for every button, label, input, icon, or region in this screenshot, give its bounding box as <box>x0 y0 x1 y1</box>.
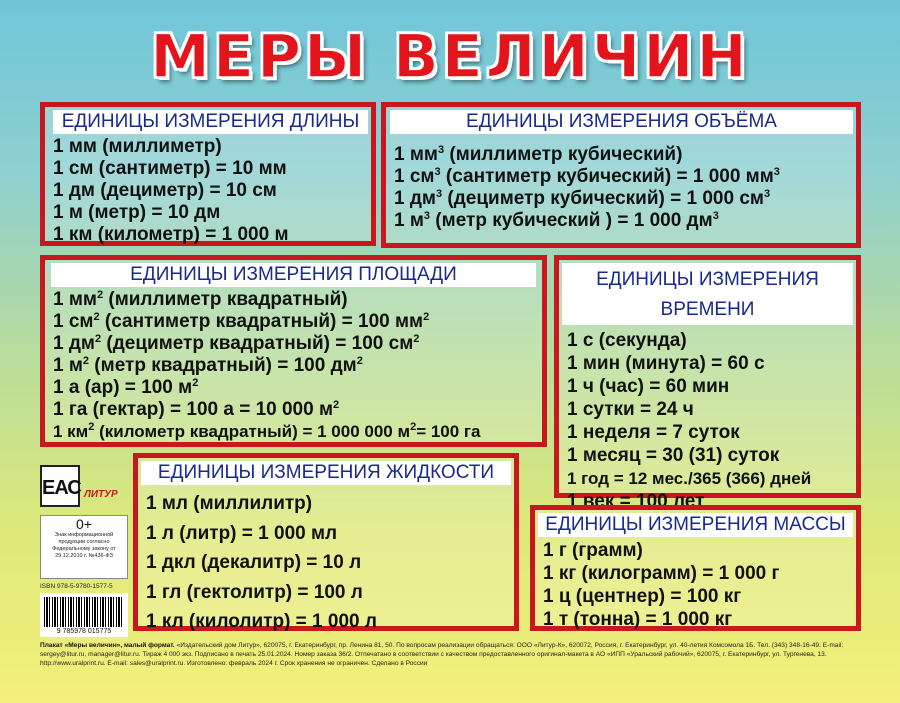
length-row: 1 дм (дециметр) = 10 см <box>53 180 277 201</box>
time-heading-line1: ЕДИНИЦЫ ИЗМЕРЕНИЯ <box>596 269 819 290</box>
volume-rows <box>386 134 856 232</box>
length-rows <box>45 134 371 246</box>
volume-units-panel <box>381 102 861 248</box>
time-row: 1 неделя = 7 суток <box>567 422 740 443</box>
mass-row: 1 т (тонна) = 1 000 кг <box>543 609 733 630</box>
mass-units-panel <box>530 505 861 631</box>
time-heading-line2: ВРЕМЕНИ <box>660 299 755 320</box>
mass-row: 1 кг (килограмм) = 1 000 г <box>543 563 780 584</box>
eac-mark: ЕАС <box>40 465 80 507</box>
mass-heading: ЕДИНИЦЫ ИЗМЕРЕНИЯ МАССЫ <box>538 513 853 537</box>
length-row: 1 мм (миллиметр) <box>53 136 222 157</box>
liquid-units-panel <box>133 453 519 631</box>
volume-row: 1 $дм^3$ (дециметр кубический) = 1 000 $см^3$ <box>394 188 771 209</box>
age-rating: 0+ <box>76 516 92 532</box>
length-units-panel <box>40 102 376 246</box>
length-row: 1 км (километр) = 1 000 м <box>53 224 289 245</box>
time-heading <box>562 263 853 325</box>
mass-row: 1 ц (центнер) = 100 кг <box>543 586 742 607</box>
age-rating-box <box>40 515 128 579</box>
imprint-text: «Издательский дом Литур», 620075, г. Екатеринбург, пр. Ленина 81, 50. По вопросам реализации обращаться: ООО «Литур-К», 620072, Россия, г. Екатеринбург, ул. 40-летия Комсомола 1Б. Тел. (343) 348-16-49. E-mail: sergey@litur.ru, manager@litur.ru. Тираж 4 000 экз. Подписано в печать 25.01.2024. Номер заказа 36/2. Отпечатано в соответствии с качеством предоставленного оригинал-макета в АО «ИПП «Уральский рабочий», 620075, г. Екатеринбург, ул. Тургенева, 13. http://www.uralprint.ru. E-mail: sales@uralprint.ru. Изготовлено: февраль 2024 г. Срок хранения не ограничен. Сделано в России <box>40 642 844 667</box>
barcode-number: 9 785978 015775 <box>56 628 112 635</box>
barcode <box>40 593 128 637</box>
liquid-row: 1 гл (гектолитр) = 100 л <box>146 581 363 603</box>
volume-heading: ЕДИНИЦЫ ИЗМЕРЕНИЯ ОБЪЁМА <box>390 110 853 134</box>
area-heading: ЕДИНИЦЫ ИЗМЕРЕНИЯ ПЛОЩАДИ <box>51 263 536 287</box>
length-heading: ЕДИНИЦЫ ИЗМЕРЕНИЯ ДЛИНЫ <box>53 110 368 134</box>
area-row: 1 $км^2$ (километр квадратный) = 1 000 000 $м^2= 100$ га <box>53 421 481 441</box>
time-row: 1 ч (час) = 60 мин <box>567 376 730 397</box>
volume-row: 1 $м^3$ (метр кубический ) = 1 000 $дм^3$ <box>394 210 719 231</box>
mass-row: 1 г (грамм) <box>543 540 643 561</box>
liquid-row: 1 мл (миллилитр) <box>146 493 313 514</box>
liquid-row: 1 кл (килолитр) = 1 000 л <box>146 611 377 632</box>
volume-row: 1 $см^3$ (сантиметр кубический) = 1 000 $мм^3$ <box>394 166 780 187</box>
mass-rows <box>535 537 856 631</box>
area-units-panel <box>40 255 547 447</box>
area-row: 1 $см^2$ (сантиметр квадратный) = 100 $мм^2$ <box>53 311 430 332</box>
liquid-row: 1 дкл (декалитр) = 10 л <box>146 552 362 573</box>
imprint-title: Плакат «Меры величин», малый формат. <box>40 642 175 649</box>
liquid-row: 1 л (литр) = 1 000 мл <box>146 522 338 544</box>
publisher-logo: ЛИТУР <box>84 489 118 500</box>
time-row: 1 сутки = 24 ч <box>567 399 694 420</box>
liquid-rows <box>138 485 514 637</box>
time-row: 1 месяц = 30 (31) суток <box>567 445 780 466</box>
length-row: 1 м (метр) = 10 дм <box>53 202 221 223</box>
barcode-bars <box>44 597 124 627</box>
isbn: ISBN 978-5-9780-1577-5 <box>40 583 113 590</box>
time-row: 1 год = 12 мес./365 (366) дней <box>567 469 812 488</box>
area-row: 1 $мм^2$ (миллиметр квадратный) <box>53 289 348 310</box>
time-row: 1 мин (минута) = 60 с <box>567 353 765 374</box>
imprint-footer <box>40 641 870 668</box>
time-row: 1 век = 100 лет <box>567 491 705 512</box>
age-rating-note: Знак информационной продукции согласно Федеральному закону от 29.12.2010 г. №436-ФЗ <box>52 532 116 559</box>
length-row: 1 см (сантиметр) = 10 мм <box>53 158 287 179</box>
time-row: 1 с (секунда) <box>567 330 687 351</box>
area-row: 1 $дм^2$ (дециметр квадратный) = 100 $см^2$ <box>53 333 420 354</box>
area-row: 1 $м^2$ (метр квадратный) = 100 $дм^2$ <box>53 355 363 376</box>
poster-title: МЕРЫ ВЕЛИЧИН <box>150 22 750 92</box>
area-row: 1 га (гектар) = 100 а = 10 000 $м^2$ <box>53 399 340 420</box>
area-row: 1 а (ар) = 100 $м^2$ <box>53 377 199 398</box>
time-rows <box>559 325 856 513</box>
time-units-panel <box>554 255 861 512</box>
area-rows <box>45 287 542 443</box>
liquid-heading: ЕДИНИЦЫ ИЗМЕРЕНИЯ ЖИДКОСТИ <box>141 461 511 485</box>
volume-row: 1 $мм^3$ (миллиметр кубический) <box>394 144 683 165</box>
